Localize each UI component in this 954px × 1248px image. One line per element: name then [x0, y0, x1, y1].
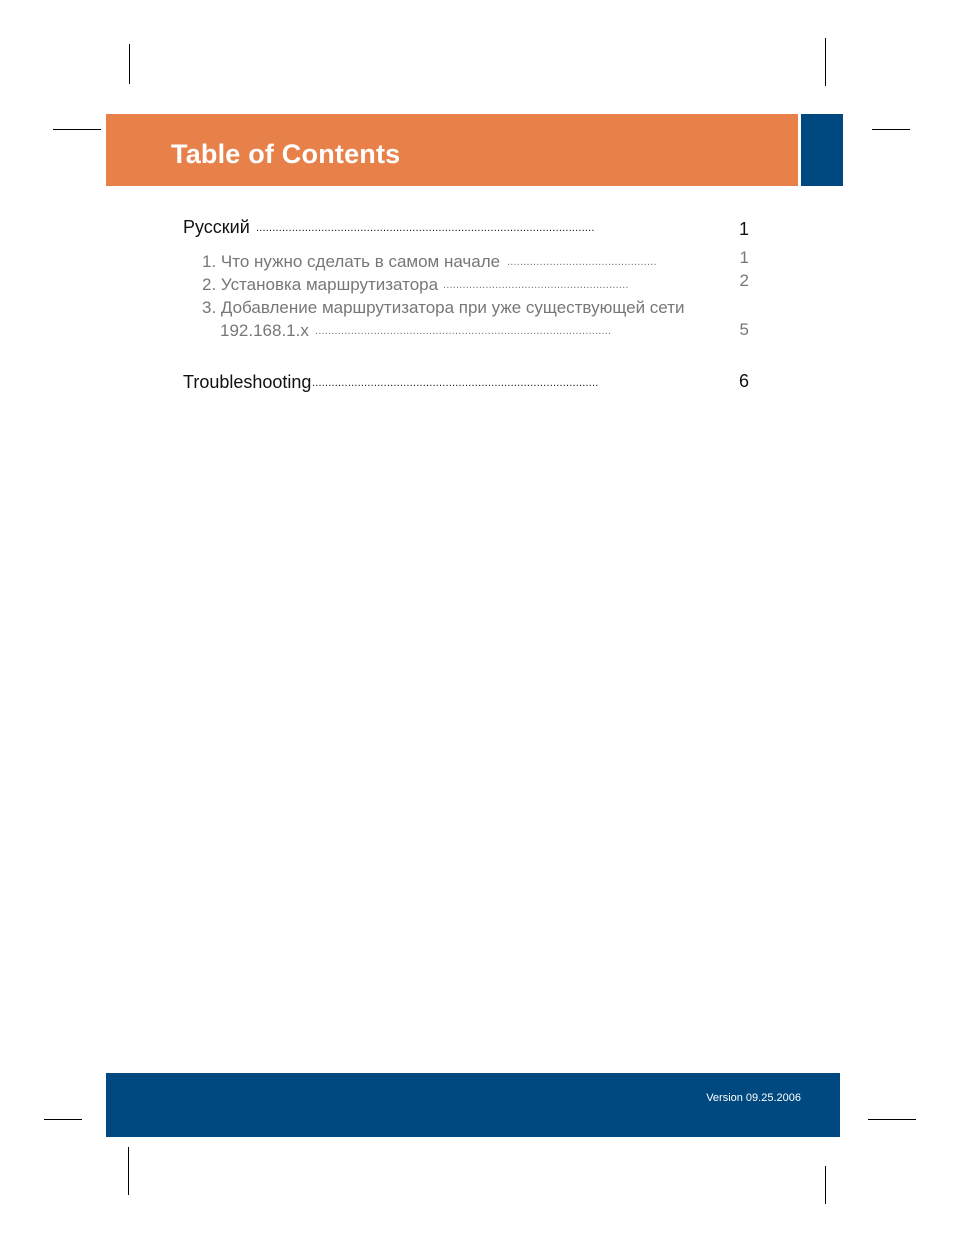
toc-entry-label: 2. Установка маршрутизатора: [202, 275, 439, 294]
page-title: Table of Contents: [171, 139, 401, 169]
toc-entry-add-router-existing-network-continued[interactable]: [183, 321, 749, 345]
toc-leader-dots: ..............................................: [507, 256, 657, 268]
toc-entry-label: Troubleshooting: [183, 372, 312, 392]
toc-entry-label: 3. Добавление маршрутизатора при уже существующей сети: [202, 298, 685, 317]
version-label: Version 09.25.2006: [706, 1092, 801, 1104]
toc-entry-add-router-existing-network[interactable]: [183, 298, 749, 322]
toc-leader-dots: ........................................................................................: [312, 377, 599, 389]
toc-page-number: 1: [738, 219, 749, 239]
toc-entry-getting-started[interactable]: [183, 248, 749, 276]
crop-mark-bottom-right-vertical: [825, 1166, 826, 1204]
toc-leader-dots: .........................................................: [443, 279, 629, 291]
toc-entry-russian[interactable]: [183, 217, 749, 241]
header-blue-tab: [801, 114, 843, 186]
toc-page-number: 1: [739, 248, 749, 267]
toc-entry-label: 192.168.1.x: [220, 321, 309, 340]
toc-leader-dots: ...........................................................................................: [315, 325, 612, 337]
crop-mark-top-left-horizontal: [53, 129, 101, 130]
toc-page-number: 5: [739, 320, 749, 339]
crop-mark-top-left-vertical: [129, 44, 130, 84]
toc-leader-dots: ........................................................................................................: [256, 222, 595, 234]
crop-mark-bottom-left-horizontal: [44, 1119, 82, 1120]
toc-entry-label: Русский: [183, 217, 250, 237]
toc-entry-label: 1. Что нужно сделать в самом начале: [202, 252, 501, 271]
toc-entry-troubleshooting[interactable]: [183, 372, 749, 396]
toc-page-number: 2: [739, 271, 749, 290]
toc-entry-router-installation[interactable]: [183, 271, 749, 299]
crop-mark-bottom-right-horizontal: [868, 1119, 916, 1120]
crop-mark-bottom-left-vertical: [128, 1147, 129, 1195]
header-bar: [106, 114, 798, 186]
footer-bar: [106, 1073, 840, 1137]
crop-mark-top-right-horizontal: [872, 129, 910, 130]
crop-mark-top-right-vertical: [825, 38, 826, 86]
toc-page-number: 6: [738, 371, 749, 391]
